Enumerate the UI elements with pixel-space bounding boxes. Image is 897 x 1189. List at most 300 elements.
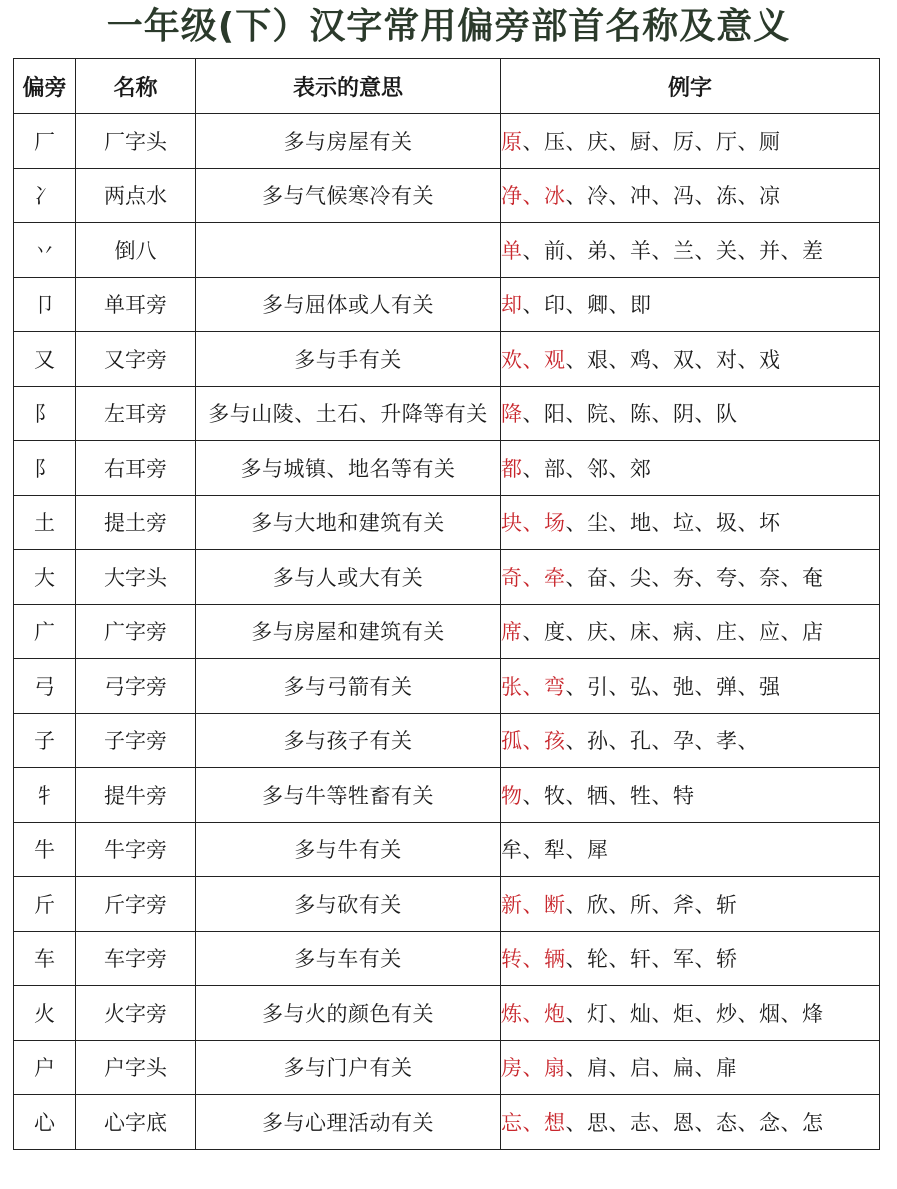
meaning-cell: 多与山陵、土石、升降等有关 [196, 386, 501, 441]
example-char: 孕 [673, 729, 695, 754]
radical-cell: 火 [14, 986, 76, 1041]
example-char: 庄 [716, 620, 738, 645]
example-char: 床 [630, 620, 652, 645]
example-separator: 、 [694, 892, 716, 917]
example-char: 阴 [673, 402, 695, 427]
example-char: 孝 [716, 729, 738, 754]
radical-cell: 车 [14, 931, 76, 986]
radical-name-cell: 广字旁 [76, 604, 196, 659]
table-row [14, 114, 880, 169]
example-char: 轮 [587, 947, 609, 972]
example-separator: 、 [522, 674, 544, 699]
example-char: 肩 [587, 1056, 609, 1081]
radical-cell: 又 [14, 332, 76, 387]
radical-name-cell: 又字旁 [76, 332, 196, 387]
example-separator: 、 [737, 238, 759, 263]
example-separator: 、 [651, 620, 673, 645]
example-separator: 、 [608, 947, 630, 972]
example-char: 炬 [673, 1001, 695, 1026]
example-separator: 、 [565, 1110, 587, 1135]
highlighted-example-char: 弯 [544, 674, 566, 699]
highlighted-example-char: 新 [501, 892, 523, 917]
meaning-cell: 多与砍有关 [196, 877, 501, 932]
radical-cell: 子 [14, 713, 76, 768]
example-char: 斧 [673, 892, 695, 917]
example-separator: 、 [608, 184, 630, 209]
example-char: 恩 [673, 1110, 695, 1135]
example-char: 病 [673, 620, 695, 645]
example-separator: 、 [608, 456, 630, 481]
example-separator: 、 [522, 620, 544, 645]
radical-cell: 牜 [14, 768, 76, 823]
example-separator: 、 [737, 511, 759, 536]
example-separator: 、 [565, 402, 587, 427]
example-char: 压 [544, 129, 566, 154]
meaning-cell: 多与门户有关 [196, 1040, 501, 1095]
example-char: 烽 [802, 1001, 824, 1026]
example-separator: 、 [565, 456, 587, 481]
highlighted-example-char: 炮 [544, 1001, 566, 1026]
radical-name-cell: 左耳旁 [76, 386, 196, 441]
examples-cell [501, 550, 880, 605]
highlighted-example-char: 却 [501, 293, 523, 318]
example-char: 即 [630, 293, 652, 318]
example-separator: 、 [651, 511, 673, 536]
meaning-cell: 多与城镇、地名等有关 [196, 441, 501, 496]
example-separator: 、 [608, 674, 630, 699]
radical-name-cell: 弓字旁 [76, 659, 196, 714]
example-separator: 、 [565, 129, 587, 154]
highlighted-example-char: 房 [501, 1056, 523, 1081]
example-char: 轿 [716, 947, 738, 972]
table-row [14, 604, 880, 659]
page-title: 一年级(下）汉字常用偏旁部首名称及意义 [106, 6, 791, 47]
highlighted-example-char: 降 [501, 402, 523, 427]
example-separator: 、 [694, 238, 716, 263]
example-separator: 、 [522, 238, 544, 263]
example-char: 冯 [673, 184, 695, 209]
example-char: 应 [759, 620, 781, 645]
example-char: 烟 [759, 1001, 781, 1026]
radical-name-cell: 右耳旁 [76, 441, 196, 496]
example-separator: 、 [608, 1110, 630, 1135]
radical-cell: 丷 [14, 223, 76, 278]
example-char: 轩 [630, 947, 652, 972]
example-char: 弘 [630, 674, 652, 699]
example-char: 夸 [716, 565, 738, 590]
example-separator: 、 [651, 1001, 673, 1026]
example-char: 厅 [716, 129, 738, 154]
example-separator: 、 [737, 674, 759, 699]
example-separator: 、 [565, 565, 587, 590]
example-char: 队 [716, 402, 738, 427]
highlighted-example-char: 冰 [544, 184, 566, 209]
meaning-cell: 多与孩子有关 [196, 713, 501, 768]
example-char: 关 [716, 238, 738, 263]
meaning-cell: 多与弓箭有关 [196, 659, 501, 714]
example-separator: 、 [522, 1056, 544, 1081]
example-char: 孙 [587, 729, 609, 754]
example-char: 弹 [716, 674, 738, 699]
example-char: 思 [587, 1110, 609, 1135]
example-separator: 、 [565, 947, 587, 972]
example-char: 尖 [630, 565, 652, 590]
example-separator: 、 [780, 565, 802, 590]
example-char: 双 [673, 347, 695, 372]
example-char: 犀 [587, 838, 609, 863]
table-row [14, 713, 880, 768]
example-separator: 、 [522, 347, 544, 372]
radical-name-cell: 单耳旁 [76, 277, 196, 332]
radical-cell: 牛 [14, 822, 76, 877]
meaning-cell: 多与牛有关 [196, 822, 501, 877]
example-char: 念 [759, 1110, 781, 1135]
examples-cell [501, 332, 880, 387]
example-separator: 、 [780, 238, 802, 263]
example-char: 牟 [501, 838, 523, 863]
example-separator: 、 [651, 238, 673, 263]
example-separator: 、 [522, 838, 544, 863]
example-char: 牺 [587, 783, 609, 808]
meaning-cell: 多与人或大有关 [196, 550, 501, 605]
radical-cell: 大 [14, 550, 76, 605]
example-separator: 、 [694, 620, 716, 645]
table-row [14, 822, 880, 877]
example-char: 尘 [587, 511, 609, 536]
example-separator: 、 [737, 347, 759, 372]
radical-cell: 斤 [14, 877, 76, 932]
example-char: 对 [716, 347, 738, 372]
table-row [14, 550, 880, 605]
radical-name-cell: 车字旁 [76, 931, 196, 986]
meaning-cell: 多与手有关 [196, 332, 501, 387]
example-char: 夯 [673, 565, 695, 590]
examples-cell [501, 1095, 880, 1150]
highlighted-example-char: 牵 [544, 565, 566, 590]
column-header-meaning: 表示的意思 [196, 59, 501, 114]
examples-cell [501, 768, 880, 823]
example-char: 陈 [630, 402, 652, 427]
example-separator: 、 [522, 293, 544, 318]
example-separator: 、 [651, 674, 673, 699]
highlighted-example-char: 块 [501, 511, 523, 536]
radical-name-cell: 火字旁 [76, 986, 196, 1041]
radical-name-cell: 厂字头 [76, 114, 196, 169]
radical-name-cell: 子字旁 [76, 713, 196, 768]
highlighted-example-char: 张 [501, 674, 523, 699]
example-separator: 、 [694, 129, 716, 154]
example-separator: 、 [651, 1056, 673, 1081]
meaning-cell: 多与房屋有关 [196, 114, 501, 169]
examples-cell [501, 114, 880, 169]
example-char: 欣 [587, 892, 609, 917]
radical-name-cell: 户字头 [76, 1040, 196, 1095]
example-separator: 、 [694, 565, 716, 590]
highlighted-example-char: 孩 [544, 729, 566, 754]
example-char: 圾 [716, 511, 738, 536]
example-separator: 、 [522, 783, 544, 808]
example-separator: 、 [694, 511, 716, 536]
highlighted-example-char: 断 [544, 892, 566, 917]
radical-cell: 卩 [14, 277, 76, 332]
example-char: 兰 [673, 238, 695, 263]
table-row [14, 386, 880, 441]
example-separator: 、 [565, 238, 587, 263]
meaning-cell: 多与火的颜色有关 [196, 986, 501, 1041]
example-char: 冻 [716, 184, 738, 209]
example-separator: 、 [651, 129, 673, 154]
example-char: 所 [630, 892, 652, 917]
examples-cell [501, 386, 880, 441]
table-row [14, 931, 880, 986]
examples-cell [501, 441, 880, 496]
example-separator: 、 [522, 1110, 544, 1135]
example-separator: 、 [565, 511, 587, 536]
example-char: 凉 [759, 184, 781, 209]
example-separator: 、 [522, 892, 544, 917]
highlighted-example-char: 场 [544, 511, 566, 536]
example-separator: 、 [522, 184, 544, 209]
radical-cell: 阝 [14, 441, 76, 496]
example-char: 扁 [673, 1056, 695, 1081]
example-separator: 、 [565, 620, 587, 645]
examples-cell [501, 877, 880, 932]
example-char: 犁 [544, 838, 566, 863]
table-body [14, 114, 880, 1150]
example-char: 奋 [587, 565, 609, 590]
table-row [14, 659, 880, 714]
example-separator: 、 [522, 511, 544, 536]
radical-cell: 土 [14, 495, 76, 550]
example-char: 灯 [587, 1001, 609, 1026]
highlighted-example-char: 原 [501, 129, 523, 154]
example-char: 戏 [759, 347, 781, 372]
example-separator: 、 [651, 892, 673, 917]
examples-cell [501, 495, 880, 550]
example-separator: 、 [608, 620, 630, 645]
examples-cell [501, 604, 880, 659]
example-separator: 、 [694, 947, 716, 972]
example-char: 院 [587, 402, 609, 427]
example-trailing: 、 [737, 729, 759, 754]
radical-cell: 心 [14, 1095, 76, 1150]
example-char: 扉 [716, 1056, 738, 1081]
radical-cell: 厂 [14, 114, 76, 169]
table-row [14, 223, 880, 278]
example-char: 邻 [587, 456, 609, 481]
example-separator: 、 [737, 129, 759, 154]
highlighted-example-char: 孤 [501, 729, 523, 754]
example-char: 垃 [673, 511, 695, 536]
radical-name-cell: 两点水 [76, 168, 196, 223]
table-row [14, 495, 880, 550]
example-char: 奈 [759, 565, 781, 590]
example-char: 牲 [630, 783, 652, 808]
radical-name-cell: 心字底 [76, 1095, 196, 1150]
example-char: 部 [544, 456, 566, 481]
example-separator: 、 [565, 1001, 587, 1026]
example-char: 态 [716, 1110, 738, 1135]
highlighted-example-char: 席 [501, 620, 523, 645]
example-separator: 、 [565, 184, 587, 209]
example-separator: 、 [522, 129, 544, 154]
example-char: 灿 [630, 1001, 652, 1026]
example-separator: 、 [737, 565, 759, 590]
meaning-cell: 多与车有关 [196, 931, 501, 986]
example-separator: 、 [737, 620, 759, 645]
example-char: 军 [673, 947, 695, 972]
column-header-radical: 偏旁 [14, 59, 76, 114]
example-separator: 、 [608, 511, 630, 536]
radical-cell: 广 [14, 604, 76, 659]
meaning-cell [196, 223, 501, 278]
column-header-name: 名称 [76, 59, 196, 114]
meaning-cell: 多与牛等牲畜有关 [196, 768, 501, 823]
meaning-cell: 多与大地和建筑有关 [196, 495, 501, 550]
example-separator: 、 [694, 402, 716, 427]
radicals-table [13, 58, 880, 1150]
example-separator: 、 [651, 402, 673, 427]
example-separator: 、 [651, 947, 673, 972]
example-char: 度 [544, 620, 566, 645]
example-separator: 、 [608, 129, 630, 154]
example-separator: 、 [780, 1110, 802, 1135]
example-char: 启 [630, 1056, 652, 1081]
example-separator: 、 [565, 838, 587, 863]
example-char: 郊 [630, 456, 652, 481]
radical-name-cell: 大字头 [76, 550, 196, 605]
examples-cell [501, 659, 880, 714]
table-row [14, 277, 880, 332]
example-separator: 、 [737, 1110, 759, 1135]
meaning-cell: 多与房屋和建筑有关 [196, 604, 501, 659]
example-char: 怎 [802, 1110, 824, 1135]
table-row [14, 441, 880, 496]
highlighted-example-char: 净 [501, 184, 523, 209]
example-separator: 、 [565, 729, 587, 754]
examples-cell [501, 1040, 880, 1095]
example-separator: 、 [565, 892, 587, 917]
example-separator: 、 [694, 1001, 716, 1026]
radical-cell: 弓 [14, 659, 76, 714]
example-separator: 、 [737, 184, 759, 209]
highlighted-example-char: 奇 [501, 565, 523, 590]
example-char: 庆 [587, 620, 609, 645]
example-char: 冲 [630, 184, 652, 209]
highlighted-example-char: 观 [544, 347, 566, 372]
meaning-cell: 多与屈体或人有关 [196, 277, 501, 332]
example-char: 鸡 [630, 347, 652, 372]
example-separator: 、 [694, 1056, 716, 1081]
table-row [14, 332, 880, 387]
example-char: 羊 [630, 238, 652, 263]
example-char: 印 [544, 293, 566, 318]
meaning-cell: 多与气候寒冷有关 [196, 168, 501, 223]
example-separator: 、 [522, 1001, 544, 1026]
examples-cell [501, 931, 880, 986]
example-char: 艰 [587, 347, 609, 372]
example-separator: 、 [608, 565, 630, 590]
example-char: 差 [802, 238, 824, 263]
radical-name-cell: 提牛旁 [76, 768, 196, 823]
example-char: 前 [544, 238, 566, 263]
example-separator: 、 [522, 456, 544, 481]
highlighted-example-char: 单 [501, 238, 523, 263]
highlighted-example-char: 想 [544, 1110, 566, 1135]
radical-cell: 阝 [14, 386, 76, 441]
radical-cell: 户 [14, 1040, 76, 1095]
radical-name-cell: 倒八 [76, 223, 196, 278]
examples-cell [501, 168, 880, 223]
example-separator: 、 [565, 783, 587, 808]
example-separator: 、 [737, 1001, 759, 1026]
highlighted-example-char: 忘 [501, 1110, 523, 1135]
examples-cell [501, 986, 880, 1041]
radical-name-cell: 斤字旁 [76, 877, 196, 932]
example-char: 地 [630, 511, 652, 536]
example-separator: 、 [608, 402, 630, 427]
example-char: 店 [802, 620, 824, 645]
example-char: 弛 [673, 674, 695, 699]
example-char: 孔 [630, 729, 652, 754]
table-row [14, 768, 880, 823]
example-char: 特 [673, 783, 695, 808]
example-separator: 、 [651, 184, 673, 209]
example-char: 坏 [759, 511, 781, 536]
example-separator: 、 [565, 293, 587, 318]
example-char: 志 [630, 1110, 652, 1135]
example-separator: 、 [651, 347, 673, 372]
radical-name-cell: 牛字旁 [76, 822, 196, 877]
example-separator: 、 [694, 1110, 716, 1135]
example-char: 厕 [759, 129, 781, 154]
example-separator: 、 [694, 729, 716, 754]
example-char: 牧 [544, 783, 566, 808]
example-char: 引 [587, 674, 609, 699]
table-header-row [14, 59, 880, 114]
example-char: 并 [759, 238, 781, 263]
example-separator: 、 [780, 1001, 802, 1026]
example-separator: 、 [780, 620, 802, 645]
example-separator: 、 [651, 729, 673, 754]
example-char: 强 [759, 674, 781, 699]
example-separator: 、 [694, 184, 716, 209]
example-char: 庆 [587, 129, 609, 154]
highlighted-example-char: 转 [501, 947, 523, 972]
example-char: 厉 [673, 129, 695, 154]
example-separator: 、 [522, 729, 544, 754]
example-separator: 、 [608, 347, 630, 372]
example-separator: 、 [608, 293, 630, 318]
highlighted-example-char: 物 [501, 783, 523, 808]
highlighted-example-char: 扇 [544, 1056, 566, 1081]
table-row [14, 1040, 880, 1095]
example-separator: 、 [608, 892, 630, 917]
example-separator: 、 [522, 947, 544, 972]
example-separator: 、 [522, 402, 544, 427]
meaning-cell: 多与心理活动有关 [196, 1095, 501, 1150]
radical-cell: 冫 [14, 168, 76, 223]
example-separator: 、 [565, 1056, 587, 1081]
example-separator: 、 [608, 783, 630, 808]
examples-cell [501, 822, 880, 877]
example-separator: 、 [651, 783, 673, 808]
example-separator: 、 [608, 238, 630, 263]
column-header-examples: 例字 [501, 59, 880, 114]
example-char: 奄 [802, 565, 824, 590]
example-separator: 、 [651, 565, 673, 590]
highlighted-example-char: 炼 [501, 1001, 523, 1026]
